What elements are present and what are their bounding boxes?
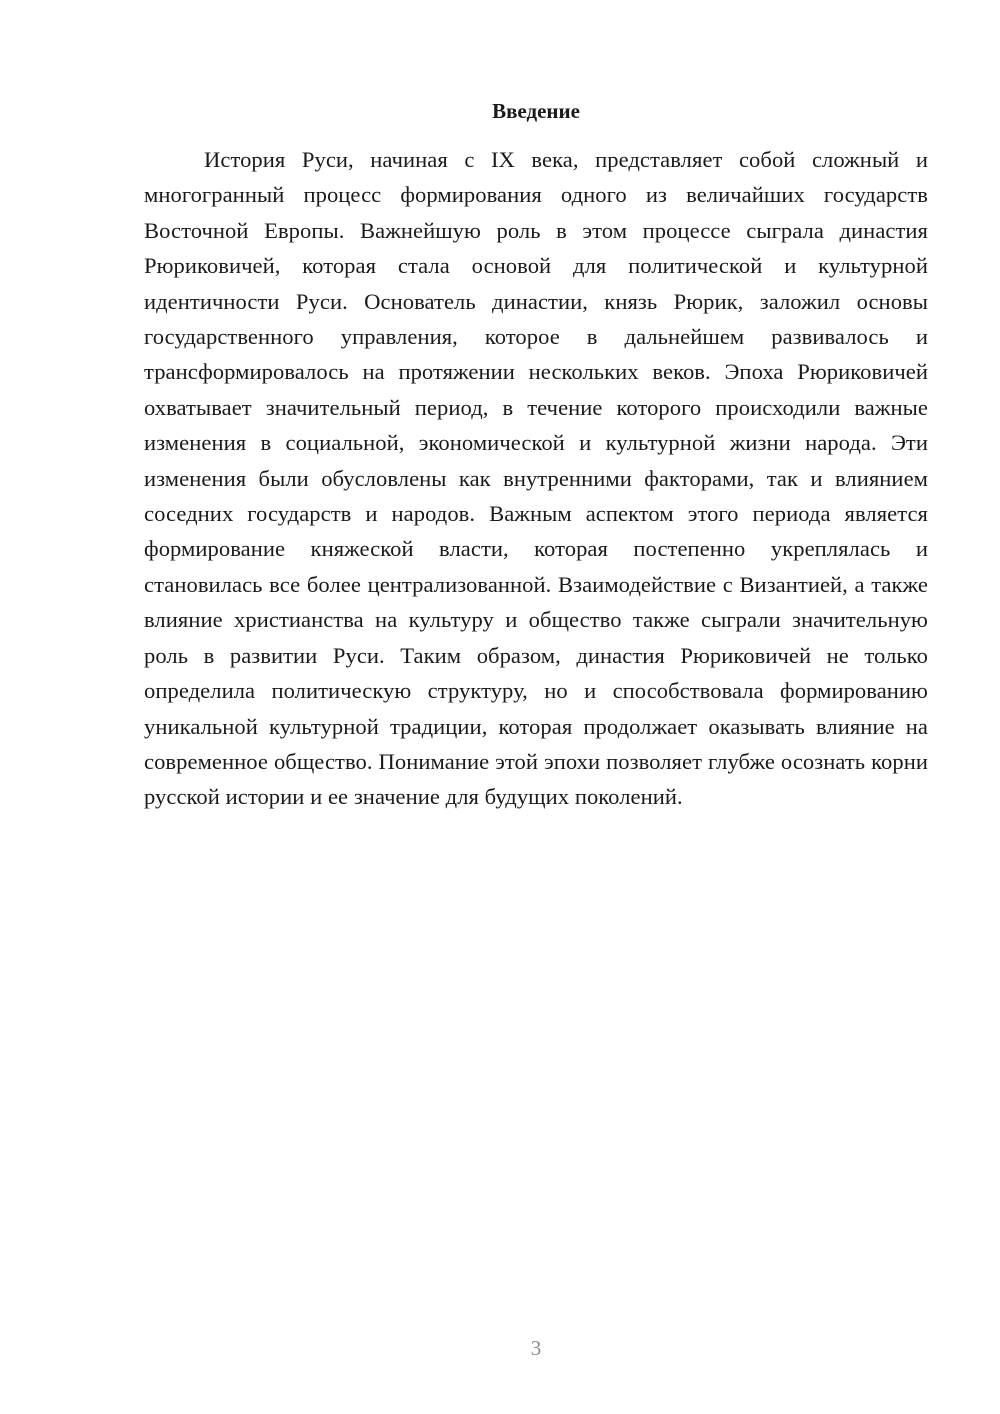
body-paragraph: История Руси, начиная с IX века, представляет собой сложный и многогранный процесс формирования одного из величайших государств Восточной Европы. Важнейшую роль в этом процессе сыграла династия Рюриковичей, которая стала основой для политической и культурной идентичности Руси. Основатель династии, князь Рюрик, заложил основы государственного управления, которое в дальнейшем развивалось и трансформировалось на протяжении нескольких веков. Эпоха Рюриковичей охватывает значительный период, в течение которого происходили важные изменения в социальной, экономической и культурной жизни народа. Эти изменения были обусловлены как внутренними факторами, так и влиянием соседних государств и народов. Важным аспектом этого периода является формирование княжеской власти, которая постепенно укреплялась и становилась все более централизованной. Взаимодействие с Византией, а также влияние христианства на культуру и общество также сыграли значительную роль в развитии Руси. Таким образом, династия Рюриковичей не только определила политическую структуру, но и способствовала формированию уникальной культурной традиции, которая продолжает оказывать влияние на современное общество. Понимание этой эпохи позволяет глубже осознать корни русской истории и ее значение для будущих поколений. (144, 147, 928, 810)
section-heading: Введение (492, 99, 580, 123)
page-number: 3 (530, 1336, 542, 1360)
